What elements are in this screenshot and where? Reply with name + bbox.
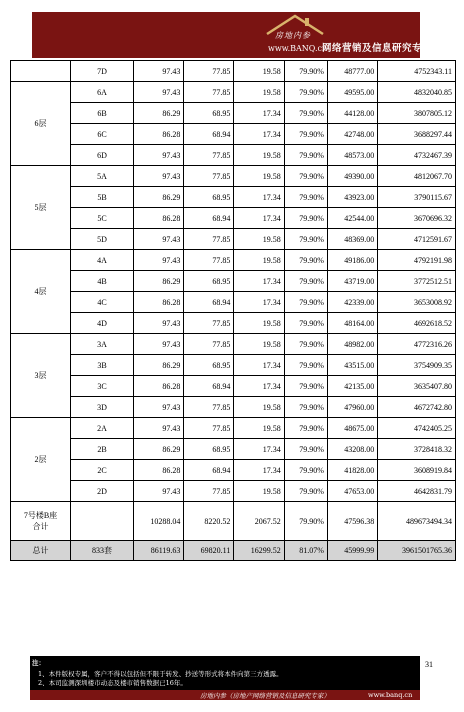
value-cell: 19.58 — [234, 418, 284, 439]
value-cell: 49186.00 — [327, 250, 377, 271]
banner-title: 网络营销及信息研究专家 — [322, 43, 433, 54]
value-cell: 97.43 — [134, 334, 184, 355]
value-cell: 48675.00 — [327, 418, 377, 439]
value-cell: 77.85 — [184, 418, 234, 439]
value-cell: 43719.00 — [327, 271, 377, 292]
value-cell: 79.90% — [284, 229, 327, 250]
value-cell: 79.90% — [284, 481, 327, 502]
value-cell: 86.29 — [134, 355, 184, 376]
notes-box — [30, 656, 420, 690]
value-cell: 79.90% — [284, 271, 327, 292]
value-cell: 43515.00 — [327, 355, 377, 376]
value-cell: 86.28 — [134, 208, 184, 229]
unit-cell: 7D — [71, 61, 134, 82]
value-cell: 79.90% — [284, 355, 327, 376]
value-cell: 48369.00 — [327, 229, 377, 250]
value-cell: 43923.00 — [327, 187, 377, 208]
value-cell: 68.94 — [184, 376, 234, 397]
value-cell: 79.90% — [284, 502, 327, 541]
logo-url: www.BANQ.cn — [268, 44, 328, 53]
value-cell: 4692618.52 — [378, 313, 456, 334]
value-cell: 3608919.84 — [378, 460, 456, 481]
unit-cell: 4D — [71, 313, 134, 334]
value-cell: 4832040.85 — [378, 82, 456, 103]
value-cell: 86.28 — [134, 292, 184, 313]
value-cell: 86.28 — [134, 460, 184, 481]
value-cell: 4672742.80 — [378, 397, 456, 418]
value-cell: 79.90% — [284, 292, 327, 313]
value-cell: 97.43 — [134, 82, 184, 103]
value-cell: 3728418.32 — [378, 439, 456, 460]
subtotal-label — [11, 502, 71, 541]
value-cell: 4812067.70 — [378, 166, 456, 187]
page-number: 31 — [425, 660, 433, 669]
value-cell: 49390.00 — [327, 166, 377, 187]
value-cell: 17.34 — [234, 103, 284, 124]
value-cell: 79.90% — [284, 334, 327, 355]
value-cell: 3670696.32 — [378, 208, 456, 229]
value-cell: 19.58 — [234, 61, 284, 82]
notes-title: 注： — [32, 659, 45, 667]
value-cell: 3961501765.36 — [378, 541, 456, 561]
unit-cell: 2C — [71, 460, 134, 481]
table-row — [11, 103, 456, 124]
value-cell: 19.58 — [234, 334, 284, 355]
value-cell: 86.29 — [134, 187, 184, 208]
sales-table — [10, 60, 456, 561]
value-cell: 86.28 — [134, 376, 184, 397]
value-cell: 41828.00 — [327, 460, 377, 481]
value-cell: 16299.52 — [234, 541, 284, 561]
value-cell: 79.90% — [284, 145, 327, 166]
value-cell: 3635407.80 — [378, 376, 456, 397]
value-cell: 68.95 — [184, 187, 234, 208]
value-cell: 81.07% — [284, 541, 327, 561]
value-cell: 17.34 — [234, 271, 284, 292]
value-cell: 42135.00 — [327, 376, 377, 397]
value-cell: 79.90% — [284, 397, 327, 418]
value-cell: 86.28 — [134, 124, 184, 145]
table-row — [11, 61, 456, 82]
table-row — [11, 250, 456, 271]
value-cell: 45999.99 — [327, 541, 377, 561]
value-cell: 79.90% — [284, 250, 327, 271]
value-cell: 97.43 — [134, 145, 184, 166]
value-cell: 47960.00 — [327, 397, 377, 418]
value-cell: 77.85 — [184, 82, 234, 103]
value-cell: 77.85 — [184, 334, 234, 355]
subtotal-row — [11, 502, 456, 541]
value-cell: 68.95 — [184, 271, 234, 292]
value-cell: 77.85 — [184, 166, 234, 187]
value-cell: 86.29 — [134, 103, 184, 124]
value-cell: 86119.63 — [134, 541, 184, 561]
value-cell: 19.58 — [234, 250, 284, 271]
value-cell: 97.43 — [134, 61, 184, 82]
value-cell: 4742405.25 — [378, 418, 456, 439]
value-cell: 48982.00 — [327, 334, 377, 355]
value-cell: 77.85 — [184, 145, 234, 166]
table-row — [11, 376, 456, 397]
value-cell: 17.34 — [234, 355, 284, 376]
value-cell: 97.43 — [134, 166, 184, 187]
value-cell: 79.90% — [284, 439, 327, 460]
value-cell: 17.34 — [234, 124, 284, 145]
footer-url: www.banq.cn — [368, 691, 413, 699]
value-cell: 68.94 — [184, 124, 234, 145]
table-row — [11, 271, 456, 292]
table-row — [11, 481, 456, 502]
value-cell: 68.94 — [184, 208, 234, 229]
value-cell: 79.90% — [284, 187, 327, 208]
value-cell: 77.85 — [184, 481, 234, 502]
unit-cell: 5D — [71, 229, 134, 250]
floor-label: 4层 — [11, 250, 71, 334]
value-cell: 4712591.67 — [378, 229, 456, 250]
table-row — [11, 439, 456, 460]
value-cell: 44128.00 — [327, 103, 377, 124]
table-row — [11, 166, 456, 187]
value-cell: 48164.00 — [327, 313, 377, 334]
value-cell: 77.85 — [184, 61, 234, 82]
table-row — [11, 334, 456, 355]
table-row — [11, 229, 456, 250]
value-cell: 68.95 — [184, 103, 234, 124]
unit-cell: 4C — [71, 292, 134, 313]
value-cell: 19.58 — [234, 82, 284, 103]
table-row — [11, 208, 456, 229]
unit-cell: 2D — [71, 481, 134, 502]
subtotal-label-line2: 合计 — [32, 522, 49, 531]
value-cell: 19.58 — [234, 145, 284, 166]
value-cell: 4792191.98 — [378, 250, 456, 271]
value-cell: 79.90% — [284, 124, 327, 145]
value-cell: 47596.38 — [327, 502, 377, 541]
note-item: 2、本司监测深圳楼市动态及楼市销售数据已16年。 — [38, 679, 187, 687]
unit-cell: 5A — [71, 166, 134, 187]
value-cell: 2067.52 — [234, 502, 284, 541]
table-row — [11, 124, 456, 145]
unit-cell: 5C — [71, 208, 134, 229]
footer-text: 房地内参（房地产网络营销及信息研究专家） — [200, 692, 330, 700]
footer-bar — [30, 690, 420, 700]
value-cell: 49595.00 — [327, 82, 377, 103]
value-cell: 68.95 — [184, 439, 234, 460]
unit-cell: 2B — [71, 439, 134, 460]
value-cell: 3807805.12 — [378, 103, 456, 124]
value-cell: 42748.00 — [327, 124, 377, 145]
value-cell: 79.90% — [284, 82, 327, 103]
unit-cell — [71, 502, 134, 541]
value-cell: 17.34 — [234, 439, 284, 460]
value-cell: 77.85 — [184, 229, 234, 250]
value-cell: 42339.00 — [327, 292, 377, 313]
table-row — [11, 418, 456, 439]
value-cell: 3653008.92 — [378, 292, 456, 313]
unit-cell: 2A — [71, 418, 134, 439]
unit-cell: 3A — [71, 334, 134, 355]
table-row — [11, 355, 456, 376]
value-cell: 97.43 — [134, 229, 184, 250]
value-cell: 17.34 — [234, 460, 284, 481]
value-cell: 4732467.39 — [378, 145, 456, 166]
table-row — [11, 145, 456, 166]
unit-cell: 6B — [71, 103, 134, 124]
value-cell: 8220.52 — [184, 502, 234, 541]
value-cell: 3790115.67 — [378, 187, 456, 208]
value-cell: 68.95 — [184, 355, 234, 376]
unit-cell: 3D — [71, 397, 134, 418]
unit-cell: 3B — [71, 355, 134, 376]
value-cell: 68.94 — [184, 292, 234, 313]
value-cell: 77.85 — [184, 397, 234, 418]
unit-cell: 3C — [71, 376, 134, 397]
table-row — [11, 82, 456, 103]
value-cell: 79.90% — [284, 418, 327, 439]
note-item: 1、本件版权专属，客户不得以包括但不限于转发、抄送等形式将本件向第三方透露。 — [38, 670, 283, 678]
value-cell: 19.58 — [234, 397, 284, 418]
value-cell: 10288.04 — [134, 502, 184, 541]
value-cell: 19.58 — [234, 229, 284, 250]
table-row — [11, 397, 456, 418]
value-cell: 79.90% — [284, 313, 327, 334]
value-cell: 4752343.11 — [378, 61, 456, 82]
value-cell: 3754909.35 — [378, 355, 456, 376]
unit-cell: 6C — [71, 124, 134, 145]
total-row — [11, 541, 456, 561]
value-cell: 19.58 — [234, 166, 284, 187]
value-cell: 42544.00 — [327, 208, 377, 229]
value-cell: 17.34 — [234, 187, 284, 208]
value-cell: 19.58 — [234, 313, 284, 334]
unit-cell: 4A — [71, 250, 134, 271]
value-cell: 69820.11 — [184, 541, 234, 561]
unit-cell: 4B — [71, 271, 134, 292]
value-cell: 48573.00 — [327, 145, 377, 166]
value-cell: 97.43 — [134, 313, 184, 334]
floor-label: 5层 — [11, 166, 71, 250]
value-cell: 77.85 — [184, 313, 234, 334]
value-cell: 79.90% — [284, 166, 327, 187]
value-cell: 17.34 — [234, 292, 284, 313]
logo-text: 房地内参 — [275, 31, 311, 40]
unit-cell: 833套 — [71, 541, 134, 561]
value-cell: 4642831.79 — [378, 481, 456, 502]
value-cell: 4772316.26 — [378, 334, 456, 355]
value-cell: 79.90% — [284, 460, 327, 481]
value-cell: 47653.00 — [327, 481, 377, 502]
value-cell: 97.43 — [134, 250, 184, 271]
value-cell: 86.29 — [134, 271, 184, 292]
value-cell: 77.85 — [184, 250, 234, 271]
table-row — [11, 187, 456, 208]
table-row — [11, 460, 456, 481]
value-cell: 79.90% — [284, 208, 327, 229]
table-row — [11, 313, 456, 334]
subtotal-label-line1: 7号楼B座 — [23, 511, 58, 520]
value-cell: 86.29 — [134, 439, 184, 460]
value-cell: 97.43 — [134, 481, 184, 502]
total-label: 总计 — [11, 541, 71, 561]
floor-label: 3层 — [11, 334, 71, 418]
value-cell: 43208.00 — [327, 439, 377, 460]
value-cell: 489673494.34 — [378, 502, 456, 541]
unit-cell: 6D — [71, 145, 134, 166]
value-cell: 79.90% — [284, 376, 327, 397]
table-row — [11, 292, 456, 313]
value-cell: 3772512.51 — [378, 271, 456, 292]
value-cell: 97.43 — [134, 397, 184, 418]
value-cell: 19.58 — [234, 481, 284, 502]
value-cell: 48777.00 — [327, 61, 377, 82]
value-cell: 79.90% — [284, 103, 327, 124]
value-cell: 79.90% — [284, 61, 327, 82]
value-cell: 3688297.44 — [378, 124, 456, 145]
unit-cell: 6A — [71, 82, 134, 103]
floor-label: 6层 — [11, 82, 71, 166]
floor-label: 2层 — [11, 418, 71, 502]
value-cell: 17.34 — [234, 208, 284, 229]
floor-cell — [11, 61, 71, 82]
unit-cell: 5B — [71, 187, 134, 208]
value-cell: 17.34 — [234, 376, 284, 397]
value-cell: 68.94 — [184, 460, 234, 481]
value-cell: 97.43 — [134, 418, 184, 439]
